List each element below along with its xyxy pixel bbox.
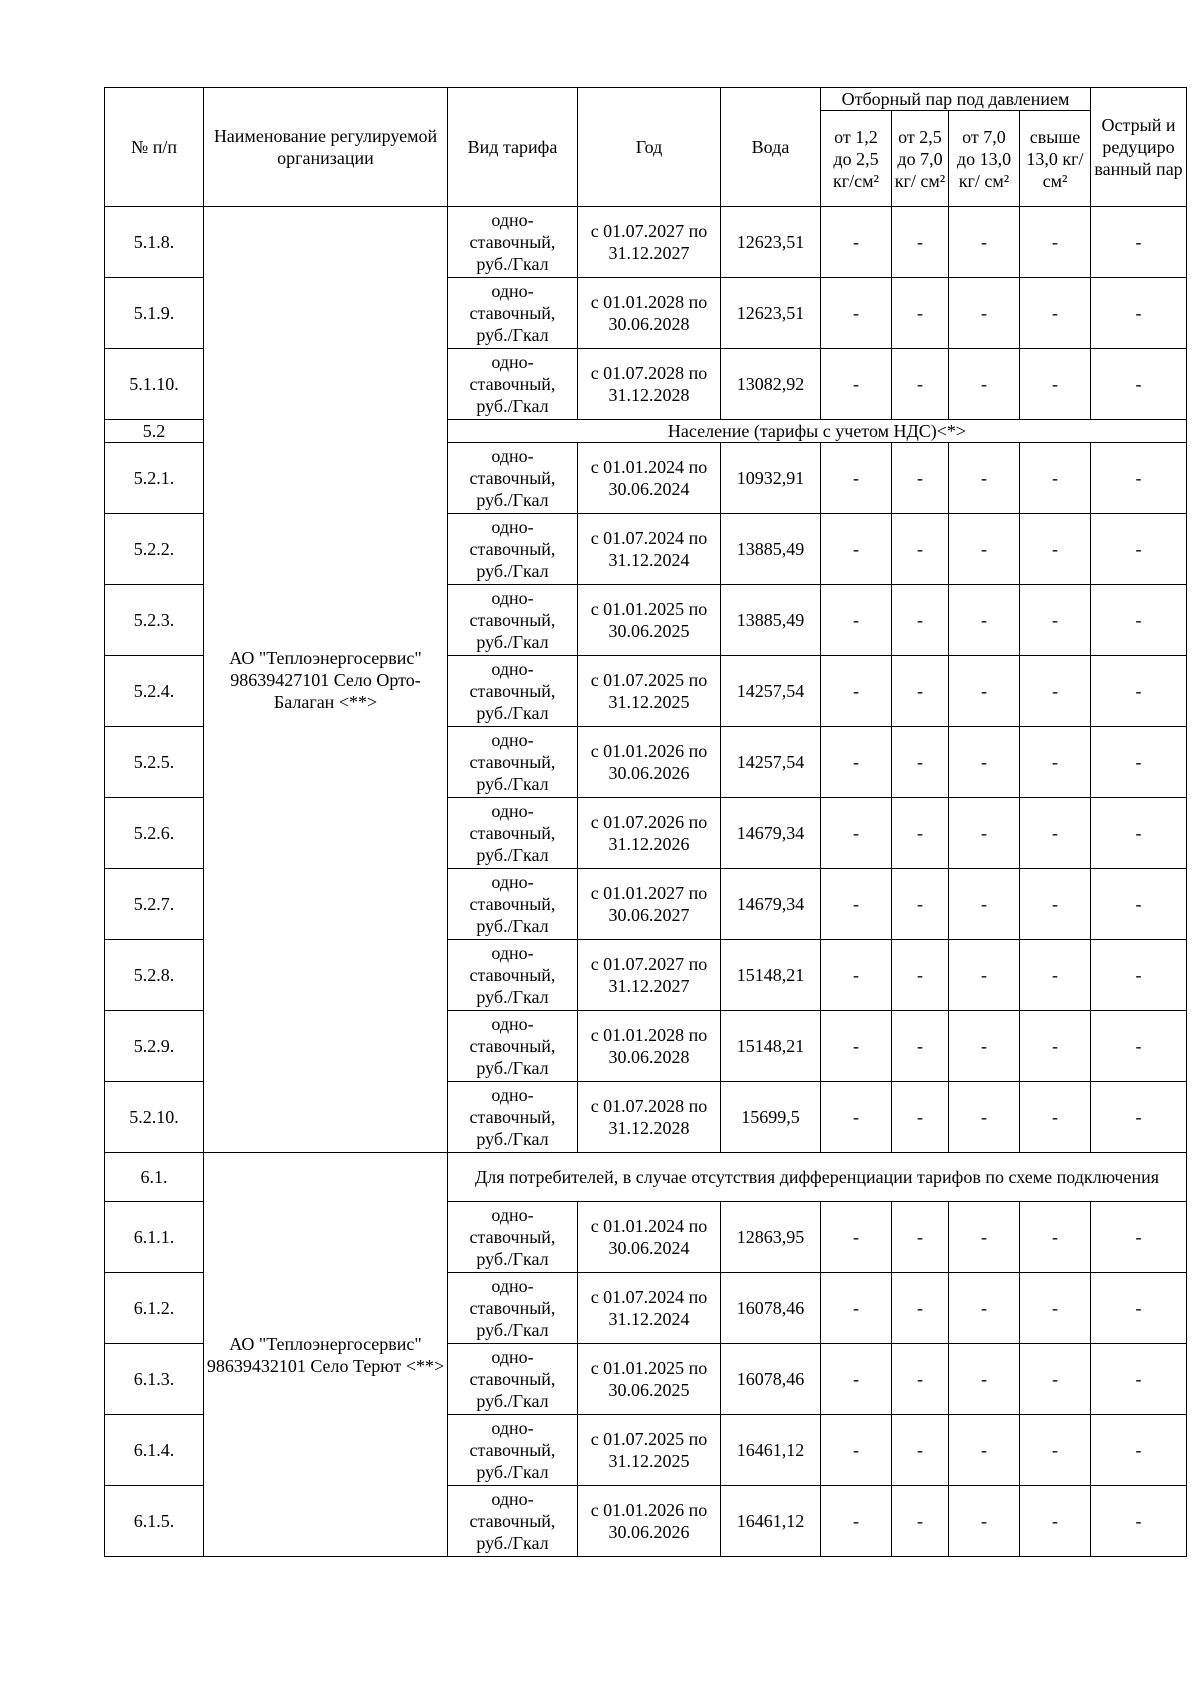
section-row — [105, 1153, 1187, 1202]
tariff-type: одно-ставочный, руб./Гкал — [448, 1486, 578, 1557]
water-value: 15699,5 — [721, 1082, 821, 1153]
row-num: 6.1.2. — [105, 1273, 204, 1344]
tariff-type: одно-ставочный, руб./Гкал — [448, 940, 578, 1011]
steam-value: - — [1020, 1344, 1091, 1415]
steam-value: - — [1020, 656, 1091, 727]
water-value: 13885,49 — [721, 585, 821, 656]
steam-value: - — [892, 727, 949, 798]
tariff-type: одно-ставочный, руб./Гкал — [448, 278, 578, 349]
period: с 01.07.2026 по 31.12.2026 — [578, 798, 721, 869]
table-row — [105, 207, 1187, 278]
tariff-type: одно-ставочный, руб./Гкал — [448, 798, 578, 869]
row-num: 5.2.5. — [105, 727, 204, 798]
row-num: 6.1.3. — [105, 1344, 204, 1415]
steam-value: - — [1091, 443, 1187, 514]
tariff-type: одно-ставочный, руб./Гкал — [448, 1344, 578, 1415]
steam-value: - — [892, 1486, 949, 1557]
steam-value: - — [949, 656, 1020, 727]
steam-value: - — [892, 443, 949, 514]
water-value: 16461,12 — [721, 1486, 821, 1557]
steam-value: - — [821, 585, 892, 656]
steam-value: - — [1091, 1082, 1187, 1153]
steam-value: - — [1091, 798, 1187, 869]
tariff-type: одно-ставочный, руб./Гкал — [448, 727, 578, 798]
steam-value: - — [1091, 1273, 1187, 1344]
steam-value: - — [1091, 585, 1187, 656]
tariff-type: одно-ставочный, руб./Гкал — [448, 1415, 578, 1486]
steam-value: - — [892, 278, 949, 349]
period: с 01.07.2028 по 31.12.2028 — [578, 1082, 721, 1153]
water-value: 14679,34 — [721, 869, 821, 940]
steam-value: - — [892, 1202, 949, 1273]
period: с 01.07.2025 по 31.12.2025 — [578, 656, 721, 727]
steam-value: - — [892, 1415, 949, 1486]
steam-value: - — [1091, 656, 1187, 727]
steam-value: - — [1091, 349, 1187, 420]
steam-value: - — [1091, 1486, 1187, 1557]
row-num: 6.1.1. — [105, 1202, 204, 1273]
steam-value: - — [892, 585, 949, 656]
header-num: № п/п — [105, 88, 204, 207]
period: с 01.01.2024 по 30.06.2024 — [578, 443, 721, 514]
header-steam-col: от 7,0 до 13,0 кг/ см² — [949, 111, 1020, 207]
steam-value: - — [892, 207, 949, 278]
row-num: 5.1.10. — [105, 349, 204, 420]
water-value: 15148,21 — [721, 1011, 821, 1082]
steam-value: - — [1020, 514, 1091, 585]
steam-value: - — [821, 1273, 892, 1344]
steam-value: - — [892, 1273, 949, 1344]
header-tariff-type: Вид тарифа — [448, 88, 578, 207]
steam-value: - — [1091, 869, 1187, 940]
steam-value: - — [949, 1486, 1020, 1557]
section-title: Для потребителей, в случае отсутствия дифференциации тарифов по схеме подключения — [448, 1153, 1187, 1202]
org-name: АО "Теплоэнергосервис" 98639427101 Село Орто-Балаган <**> — [204, 207, 448, 1153]
steam-value: - — [892, 1082, 949, 1153]
row-num: 5.2.9. — [105, 1011, 204, 1082]
water-value: 16078,46 — [721, 1344, 821, 1415]
steam-value: - — [821, 1344, 892, 1415]
steam-value: - — [949, 349, 1020, 420]
water-value: 14257,54 — [721, 656, 821, 727]
period: с 01.01.2026 по 30.06.2026 — [578, 727, 721, 798]
steam-value: - — [821, 514, 892, 585]
steam-value: - — [821, 443, 892, 514]
header-row — [105, 88, 1187, 111]
header-year: Год — [578, 88, 721, 207]
tariff-type: одно-ставочный, руб./Гкал — [448, 1082, 578, 1153]
steam-value: - — [949, 207, 1020, 278]
period: с 01.07.2027 по 31.12.2027 — [578, 940, 721, 1011]
steam-value: - — [892, 869, 949, 940]
steam-value: - — [821, 869, 892, 940]
tariff-type: одно-ставочный, руб./Гкал — [448, 1202, 578, 1273]
water-value: 13885,49 — [721, 514, 821, 585]
steam-value: - — [1091, 940, 1187, 1011]
header-sharp-steam: Острый и редуциро ванный пар — [1091, 88, 1187, 207]
row-num: 5.2.8. — [105, 940, 204, 1011]
steam-value: - — [1091, 514, 1187, 585]
steam-value: - — [1020, 443, 1091, 514]
row-num: 5.2.7. — [105, 869, 204, 940]
tariff-type: одно-ставочный, руб./Гкал — [448, 585, 578, 656]
period: с 01.07.2024 по 31.12.2024 — [578, 1273, 721, 1344]
water-value: 14679,34 — [721, 798, 821, 869]
row-num: 6.1.5. — [105, 1486, 204, 1557]
section-title: Население (тарифы с учетом НДС)<*> — [448, 420, 1187, 443]
steam-value: - — [1020, 727, 1091, 798]
steam-value: - — [821, 1082, 892, 1153]
steam-value: - — [949, 1202, 1020, 1273]
steam-value: - — [1020, 1082, 1091, 1153]
period: с 01.01.2026 по 30.06.2026 — [578, 1486, 721, 1557]
header-steam-col: от 1,2 до 2,5 кг/см² — [821, 111, 892, 207]
steam-value: - — [1020, 349, 1091, 420]
steam-value: - — [1020, 585, 1091, 656]
period: с 01.01.2027 по 30.06.2027 — [578, 869, 721, 940]
row-num: 5.2.6. — [105, 798, 204, 869]
steam-value: - — [1020, 1202, 1091, 1273]
water-value: 12623,51 — [721, 207, 821, 278]
steam-value: - — [821, 940, 892, 1011]
water-value: 13082,92 — [721, 349, 821, 420]
row-num: 5.2.10. — [105, 1082, 204, 1153]
steam-value: - — [949, 727, 1020, 798]
tariff-type: одно-ставочный, руб./Гкал — [448, 869, 578, 940]
period: с 01.07.2027 по 31.12.2027 — [578, 207, 721, 278]
tariff-type: одно-ставочный, руб./Гкал — [448, 514, 578, 585]
header-steam-group: Отборный пар под давлением — [821, 88, 1091, 111]
steam-value: - — [949, 278, 1020, 349]
water-value: 16461,12 — [721, 1415, 821, 1486]
steam-value: - — [892, 349, 949, 420]
header-org: Наименование регулируемой организации — [204, 88, 448, 207]
period: с 01.07.2024 по 31.12.2024 — [578, 514, 721, 585]
tariff-table — [104, 87, 1187, 1557]
row-num: 5.2.2. — [105, 514, 204, 585]
steam-value: - — [1091, 207, 1187, 278]
steam-value: - — [949, 1344, 1020, 1415]
steam-value: - — [892, 514, 949, 585]
steam-value: - — [1091, 1344, 1187, 1415]
org-name: АО "Теплоэнергосервис" 98639432101 Село Терют <**> — [204, 1153, 448, 1557]
tariff-type: одно-ставочный, руб./Гкал — [448, 443, 578, 514]
steam-value: - — [892, 1011, 949, 1082]
period: с 01.01.2025 по 30.06.2025 — [578, 1344, 721, 1415]
tariff-type: одно-ставочный, руб./Гкал — [448, 656, 578, 727]
period: с 01.01.2024 по 30.06.2024 — [578, 1202, 721, 1273]
steam-value: - — [1020, 278, 1091, 349]
water-value: 12623,51 — [721, 278, 821, 349]
steam-value: - — [949, 798, 1020, 869]
steam-value: - — [892, 656, 949, 727]
water-value: 10932,91 — [721, 443, 821, 514]
steam-value: - — [1091, 278, 1187, 349]
water-value: 14257,54 — [721, 727, 821, 798]
steam-value: - — [1020, 1273, 1091, 1344]
steam-value: - — [821, 278, 892, 349]
row-num: 5.1.9. — [105, 278, 204, 349]
steam-value: - — [1091, 727, 1187, 798]
steam-value: - — [821, 1415, 892, 1486]
steam-value: - — [821, 1011, 892, 1082]
steam-value: - — [821, 349, 892, 420]
steam-value: - — [1020, 1415, 1091, 1486]
tariff-type: одно-ставочный, руб./Гкал — [448, 349, 578, 420]
row-num: 5.2.4. — [105, 656, 204, 727]
row-num: 5.1.8. — [105, 207, 204, 278]
tariff-type: одно-ставочный, руб./Гкал — [448, 207, 578, 278]
water-value: 15148,21 — [721, 940, 821, 1011]
steam-value: - — [949, 1082, 1020, 1153]
period: с 01.01.2028 по 30.06.2028 — [578, 278, 721, 349]
steam-value: - — [1091, 1415, 1187, 1486]
water-value: 12863,95 — [721, 1202, 821, 1273]
steam-value: - — [949, 1415, 1020, 1486]
steam-value: - — [821, 727, 892, 798]
water-value: 16078,46 — [721, 1273, 821, 1344]
section-num: 6.1. — [105, 1153, 204, 1202]
steam-value: - — [892, 1344, 949, 1415]
period: с 01.07.2028 по 31.12.2028 — [578, 349, 721, 420]
steam-value: - — [1020, 869, 1091, 940]
period: с 01.07.2025 по 31.12.2025 — [578, 1415, 721, 1486]
tariff-type: одно-ставочный, руб./Гкал — [448, 1011, 578, 1082]
steam-value: - — [821, 1202, 892, 1273]
steam-value: - — [1020, 1011, 1091, 1082]
row-num: 5.2.3. — [105, 585, 204, 656]
steam-value: - — [892, 798, 949, 869]
steam-value: - — [949, 940, 1020, 1011]
steam-value: - — [949, 1011, 1020, 1082]
period: с 01.01.2028 по 30.06.2028 — [578, 1011, 721, 1082]
tariff-type: одно-ставочный, руб./Гкал — [448, 1273, 578, 1344]
steam-value: - — [949, 869, 1020, 940]
steam-value: - — [821, 207, 892, 278]
steam-value: - — [949, 514, 1020, 585]
steam-value: - — [821, 656, 892, 727]
header-steam-col: свыше 13,0 кг/ см² — [1020, 111, 1091, 207]
header-steam-col: от 2,5 до 7,0 кг/ см² — [892, 111, 949, 207]
steam-value: - — [821, 798, 892, 869]
steam-value: - — [1020, 940, 1091, 1011]
steam-value: - — [892, 940, 949, 1011]
row-num: 5.2.1. — [105, 443, 204, 514]
period: с 01.01.2025 по 30.06.2025 — [578, 585, 721, 656]
steam-value: - — [949, 1273, 1020, 1344]
section-num: 5.2 — [105, 420, 204, 443]
steam-value: - — [821, 1486, 892, 1557]
steam-value: - — [1091, 1202, 1187, 1273]
steam-value: - — [949, 585, 1020, 656]
steam-value: - — [1091, 1011, 1187, 1082]
steam-value: - — [949, 443, 1020, 514]
steam-value: - — [1020, 1486, 1091, 1557]
header-water: Вода — [721, 88, 821, 207]
steam-value: - — [1020, 798, 1091, 869]
row-num: 6.1.4. — [105, 1415, 204, 1486]
steam-value: - — [1020, 207, 1091, 278]
